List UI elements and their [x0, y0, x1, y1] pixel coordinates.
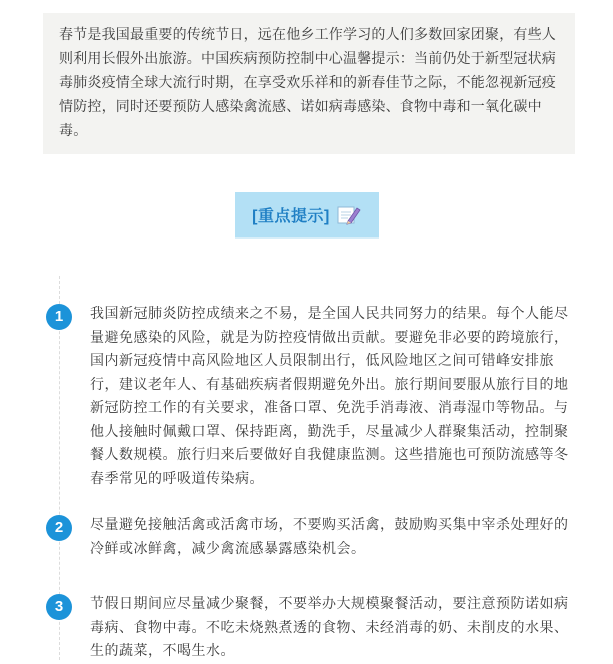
step-number-2: 2 — [46, 515, 72, 541]
step-text-1: 我国新冠肺炎防控成绩来之不易，是全国人民共同努力的结果。每个人能尽量避免感染的风险，就是为防控疫情做出贡献。要避免非必要的跨境旅行，国内新冠疫情中高风险地区人员限制出行，低风险地区之间可错峰安排旅行，建议老年人、有基础疾病者假期避免外出。旅行期间要服从旅行目的地新冠防控工作的有关要求，准备口罩、免洗手消毒液、消毒湿巾等物品。与他人接触时佩戴口罩、保持距离，勤洗手，尽量减少人群聚集活动，控制聚餐人数规模。旅行归来后要做好自我健康监测。这些措施也可预防流感等冬春季常见的呼吸道传染病。 — [90, 306, 569, 487]
intro-text: 春节是我国最重要的传统节日，远在他乡工作学习的人们多数回家团聚，有些人则利用长假外出旅游。中国疾病预防控制中心温馨提示：当前仍处于新型冠状病毒肺炎疫情全球大流行时期，在享受欢乐祥和的新春佳节之际，不能忽视新冠疫情防控，同时还要预防人感染禽流感、诺如病毒感染、食物中毒和一氧化碳中毒。 — [59, 27, 556, 139]
intro-box — [43, 13, 575, 154]
step-number-3: 3 — [46, 594, 72, 620]
step-number-1: 1 — [46, 304, 72, 330]
key-tip-label: [重点提示] — [252, 208, 330, 225]
step-text-2: 尽量避免接触活禽或活禽市场，不要购买活禽，鼓励购买集中宰杀处理好的冷鲜或冰鲜禽，减少禽流感暴露感染机会。 — [90, 517, 569, 557]
key-tip-banner — [235, 192, 379, 239]
step-text-3: 节假日期间应尽量减少聚餐，不要举办大规模聚餐活动，要注意预防诺如病毒病、食物中毒。不吃未烧熟煮透的食物、未经消毒的奶、未削皮的水果、生的蔬菜，不喝生水。 — [90, 596, 569, 659]
note-pencil-icon — [336, 204, 362, 226]
